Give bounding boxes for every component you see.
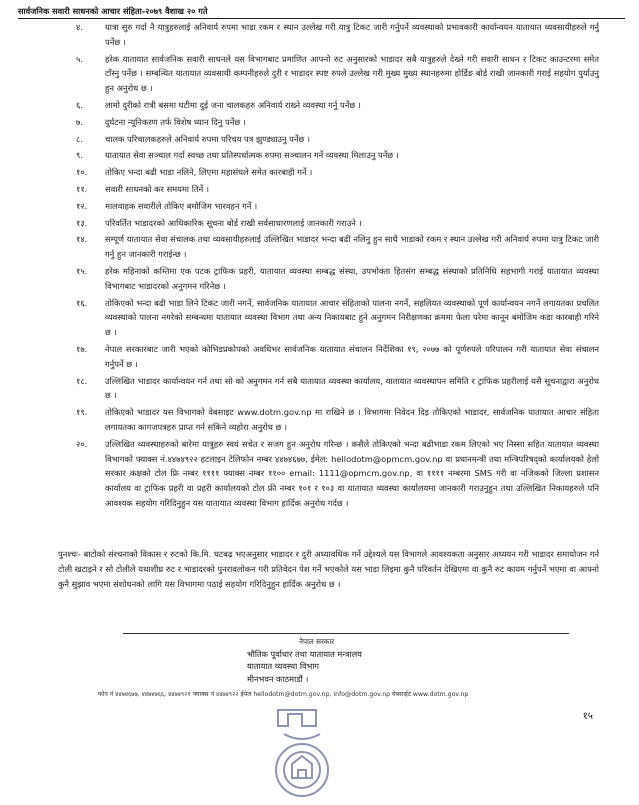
item-text: तोकिएको भन्दा बढी भाडा लिने टिकट जारी नगर्ने, सार्वजनिक यातायात आचार संहिताको पालना नगर्ने, सहलियत व्यवस्थाको पूर्ण कार्यान्वयन नगर्ने लगायतका प्रचलित व्यवस्थाको पालना नगरेको सम्बन्धमा यातायात व्यवस्था विभाग तथा अन्य निकायबाट हुने अनुगमन निरीक्षणका क्रममा फेला परेमा कानून बमोजिम कडा कारबाही गरिने छ । (105, 297, 599, 338)
list-item (76, 115, 599, 130)
item-number: १४. (76, 234, 88, 245)
list-item (76, 374, 599, 404)
item-number: १७. (76, 343, 88, 354)
item-text: लामो दुरीको रात्री बसमा घटीमा दुई जना चालकहरु अनिवार्य राख्ने व्यवस्था गर्नु पर्नेछ । (105, 99, 361, 110)
item-text: नेपाल सरकारबाट जारी भएको कोभिडप्रकोपको अवधिभर सार्वजनिक यातायात संचालन निर्देशिका १९, २०७७ को पूर्णरुपले परिपालन गरी यातायात सेवा संचालन गर्नुपर्ने छ । (105, 343, 599, 369)
header-rule (18, 18, 625, 19)
item-text: तोकिए भन्दा बढी भाडा नलिने, लिएमा महासंघले समेत कारबाही गर्ने । (105, 167, 313, 178)
list-item (76, 20, 599, 50)
list-item (76, 296, 599, 340)
list-item (76, 132, 599, 147)
issuer-line: नेपाल सरकार (299, 637, 335, 646)
page-header: सार्वजनिक सवारी साधनको आचार संहिता-२०७९ वैशाख २० गते (18, 6, 208, 16)
item-text: सम्पूर्ण यातायात सेवा संचालक तथा व्यवसायीहरुलाई उल्लिखित भाडादर भन्दा बढी नलिनु हुन साथै भाडाको रकम र स्थान उल्लेख गरी अनिवार्य रुपमा यात्रु टिकट जारी गर्नु हुन जानकारी गराईन्छ । (105, 234, 599, 260)
item-number: ४. (76, 22, 83, 32)
contact-footer: फोन नं ४४७४६७७, ४४७४७६६, ४४७४९२१ फ्याक्स नं ४४७४९२२ ईमेल hellodotm@dotm.gov.np, info@dotm.gov.np वेबसाईट www.dotm.gov.np (98, 691, 469, 698)
item-text: सवारी साधनको कर समयमा तिर्ने । (105, 183, 209, 194)
issuer-line: मीनभवन काठमाडौं । (247, 673, 309, 684)
item-text: दुर्घटना न्यूनिकरण तर्फ विशेष ध्यान दिनु पर्नेछ । (105, 116, 246, 127)
office-seal-icon (258, 704, 346, 800)
item-text: उल्लिखित भाडादर कार्यान्वयन गर्न तथा सो को अनुगमन गर्न सबै यातायात व्यवस्था कार्यालय, यातायात व्यवस्थापन समिति र ट्राफिक प्रहरीलाई यसै सूचनाद्वारा अनुरोध छ । (105, 375, 599, 401)
item-number: ११. (76, 183, 88, 194)
item-number: १६. (76, 297, 88, 308)
list-item (76, 199, 599, 214)
list-item (76, 165, 599, 180)
list-item (76, 182, 599, 197)
item-text: तोकिएको भाडादर यस विभागको वेबसाइट www.dotm.gov.np मा राखिने छ । विभागमा निवेदन दिइ तोकिएको भाडादर, सार्वजनिक यातायात आचार संहिता लगायतका कागजपत्रहरु प्राप्त गर्न सकिने व्यहोरा अनुरोध छ । (105, 407, 599, 432)
item-text: यात्रा सुरु गर्दा नै यात्रुहरुलाई अनिवार्य रुपमा भाडा रकम र स्थान उल्लेख गरी यात्रु टिकट जारी गर्नुपर्ने व्यवस्थाको प्रभावकारी कार्यान्वयन यातायात व्यवसायीहरुले गर्नु पर्नेछ । (105, 22, 599, 47)
item-text: मालवाहक सवारीले तोकिए बमोजिम भारवहन गर्ने । (105, 200, 258, 211)
item-text: चालक परिचालकहरुले अनिवार्य रुपमा परिचय पत्र झुण्ड्याउनु पर्नेछ । (105, 133, 311, 144)
list-item (76, 264, 599, 294)
list-item (76, 52, 599, 96)
item-number: २०. (76, 438, 88, 449)
signature-rule (123, 633, 569, 634)
item-number: ९. (76, 150, 83, 161)
list-item (76, 342, 599, 372)
list-item (76, 98, 599, 113)
item-number: ६. (76, 99, 83, 110)
issuer-block (247, 636, 362, 685)
item-number: १९. (76, 407, 88, 418)
item-text: यातायात सेवा सञ्चाल गर्दा स्वच्छ तथा प्रतिस्पर्धात्मक रुपमा सञ्चालन गर्ने व्यवस्था मिलाउनु पर्नेछ । (105, 150, 399, 161)
item-number: १०. (76, 167, 88, 178)
page-number: १५ (582, 711, 593, 722)
list-item (76, 216, 599, 231)
item-number: ८. (76, 133, 83, 144)
item-number: १८. (76, 375, 88, 386)
item-number: ५. (76, 53, 83, 64)
item-text: हरेक यातायात सार्वजनिक सवारी साधनले यस विभागबाट प्रमाणित आफ्नो रुट अनुसारको भाडादर सबै यात्रुहरुले देख्ने गरी सवारी साधन र टिकट काउन्टरमा समेत टाँस्नु पर्नेछ । सम्बन्धित यातायात व्यवसायी कम्पनीहरुले दुरी र भाडादर स्पष्ट रुपले उल्लेख गरी मुख्य मुख्य स्थानहरुमा होर्डिङ बोर्ड राखी जानकारी गराई सहयोग पुर्याउनु हुन अनुरोध छ । (105, 53, 599, 94)
list-item (76, 437, 599, 511)
list-item (76, 148, 599, 163)
item-text: उल्लिखित व्यवस्थाहरुको बारेमा यात्रुहरु स्वयं सचेत र सजग हुन अनुरोध गरिन्छ । कसैले तोकिएको भन्दा बढीभाडा रकम लिएको भए निस्सा सहित यातायात व्यवस्था विभागको फ्याक्स नं.४४७४९२२ हटलाइन टेलिफोन नम्बर ४४७४६७७, ईमेल: hellodotm@opmcm.gov.np वा प्रधानमन्त्री तथा मन्त्रिपरिषद्को कार्यालयको हेलो सरकार कक्षको टोल फ्रि नम्बर ११११ फ्याक्स नम्बर ११०० email: 1111@opmcm.gov.np, वा ११११ नम्बरमा SMS गरी वा नजिकको जिल्ला प्रशासन कार्यालय वा ट्राफिक प्रहरी वा प्रहरी कार्यालयको टोल फ्री नम्बर १०१ र १०३ वा यातायात व्यवस्था कार्यालयमा जानकारी गराउनुहुन तथा उल्लिखित निकायहरुले पनि आवश्यक सहयोग गरिदिनुहुन यस यातायात व्यवस्था विभाग हार्दिक अनुरोध गर्दछ । (105, 438, 599, 508)
issuer-line: यातायात व्यवस्था विभाग (247, 661, 320, 672)
postscript-note: पुनश्चः- बाटोको संरचनाको विकास र रुटको कि.मि. घटबढ भएअनुसार भाडादर र दुरी अध्यावधिक गर्ने उद्देश्यले यस विभागले आवश्यकता अनुसार अध्ययन गरी भाडादर समायोजन गर्न टोली खटाइने र सो टोलीले यथाशीघ्र रुट र भाडादरको पुनरावलोकन गरी प्रतिवेदन पेश गर्ने भएकोले यस भाडा लिइमा कुनै परिवर्तन देखिएमा वा कुनै रुट कायम गर्नुपर्ने भएमा वा आफ्नो कुनै सुझाव भएमा संशोधनको लागि यस विभागमा पठाई सहयोग गरिदिनुहुन हार्दिक अनुरोध छ । (58, 549, 599, 589)
item-number: १२. (76, 200, 88, 211)
item-text: हरेक महिनाको कम्तिमा एक पटक ट्राफिक प्रहरी, यातायात व्यवस्था सम्बद्ध संस्था, उपभोक्ता हितसंग सम्बद्ध संस्थाको प्रतिनिधि सहभागी गराई यातायात व्यवस्था विभागबाट भाडादरको अनुगमन गरिनेछ । (105, 265, 599, 291)
issuer-line: भौतिक पूर्वाधार तथा यातायात मन्त्रालय (247, 649, 362, 660)
item-number: १३. (76, 217, 88, 228)
list-item (76, 232, 599, 262)
item-number: १५. (76, 265, 88, 276)
rules-list (76, 20, 599, 513)
item-text: परिवर्तित भाडादरको आधिकारिक सूचना बोर्ड राखी सर्वसाधारणलाई जानकारी गराउने । (105, 217, 362, 228)
list-item (76, 405, 599, 435)
item-number: ७. (76, 116, 83, 127)
